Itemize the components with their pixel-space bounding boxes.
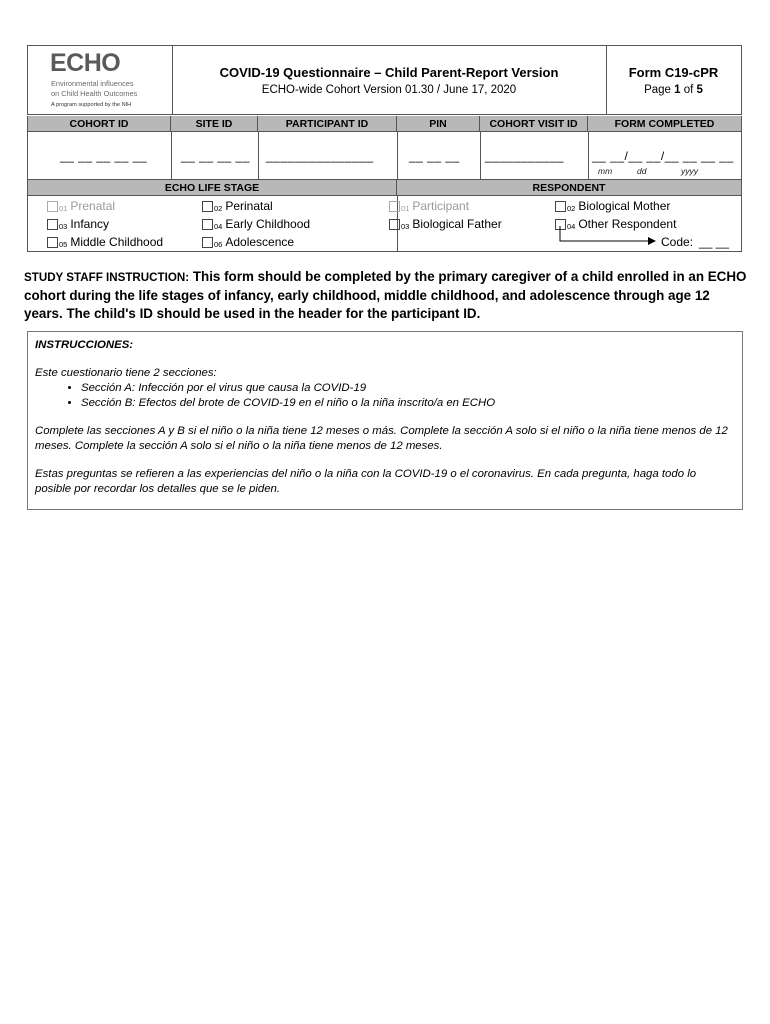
option-number: 03 [59, 221, 68, 231]
date-hint-mm: mm [598, 166, 613, 176]
code-field[interactable]: __ __ [699, 235, 730, 249]
checkbox[interactable] [47, 219, 58, 230]
list-item: • Sección B: Efectos del brote de COVID-19 en el niño o la niña inscrito/a en ECHO [81, 396, 735, 411]
option-number: 02 [214, 203, 223, 213]
cohort-visit-id-field[interactable]: ___________ [485, 149, 564, 163]
instrucciones-paragraph-2: Estas preguntas se refieren a las experiencias del niño o la niña con la COVID-19 o el coronavirus. En cada pregunta, haga todo lo posible por recordar los detalles que se le piden. [35, 468, 697, 495]
respondent-option-participant[interactable] [389, 199, 469, 213]
col-header-pin: PIN [397, 116, 480, 132]
checkbox[interactable] [47, 237, 58, 248]
option-number: 01 [401, 203, 410, 213]
list-item: • Sección A: Infección por el virus que causa la COVID-19 [81, 381, 735, 396]
checkbox[interactable] [202, 201, 213, 212]
logo-tagline-line2: on Child Health Outcomes [51, 89, 138, 98]
option-number: 03 [401, 221, 410, 231]
checkbox[interactable] [555, 201, 566, 212]
date-hint-dd: dd [637, 166, 647, 176]
col-header-site-id: SITE ID [171, 116, 258, 132]
page-number: 1 [674, 84, 681, 96]
instrucciones-intro: Este cuestionario tiene 2 secciones: [35, 366, 217, 379]
site-id-field[interactable]: __ __ __ __ [181, 149, 250, 163]
form-title: COVID-19 Questionnaire – Child Parent-Report Version [219, 65, 559, 80]
form-id-block [606, 46, 741, 114]
option-number: 01 [59, 203, 68, 213]
option-label: Infancy [70, 217, 110, 231]
logo-tagline-line1: Environmental influences [51, 79, 134, 88]
staff-instruction [24, 268, 749, 323]
other-respondent-code [661, 235, 729, 249]
form-title-block [172, 46, 607, 114]
instrucciones-paragraph-1: Complete las secciones A y B si el niño o la niña tiene 12 meses o más. Complete la sección A solo si el niño o la niña tiene menos de 12 meses. Complete la sección A solo si el niño o la niña tiene menos de 12 meses. [35, 425, 728, 452]
option-number: 04 [214, 221, 223, 231]
option-label: Biological Father [412, 217, 502, 231]
checkbox[interactable] [389, 219, 400, 230]
option-number: 02 [567, 203, 576, 213]
option-label: Perinatal [225, 199, 273, 213]
checkbox[interactable] [389, 201, 400, 212]
logo-wordmark: ECHO [50, 49, 121, 77]
col-header-form-completed: FORM COMPLETED [588, 116, 741, 132]
cohort-id-field[interactable]: __ __ __ __ __ [60, 149, 148, 163]
option-number: 06 [214, 239, 223, 249]
form-id: Form C19-cPR [628, 65, 719, 80]
respondent-header: RESPONDENT [397, 180, 741, 196]
option-label: Participant [412, 199, 470, 213]
instrucciones-sections-list [35, 381, 735, 410]
option-label: Prenatal [70, 199, 116, 213]
instrucciones-box [27, 331, 743, 510]
page-indicator [606, 84, 741, 96]
col-header-cohort-visit-id: COHORT VISIT ID [480, 116, 588, 132]
respondent-option-biological-mother[interactable] [555, 199, 670, 213]
checkbox[interactable] [202, 237, 213, 248]
form-completed-date-field[interactable]: __ __/__ __/__ __ __ __ [592, 149, 734, 163]
pin-field[interactable]: __ __ __ [409, 149, 460, 163]
life-stage-option-prenatal[interactable] [47, 199, 115, 213]
col-header-participant-id: PARTICIPANT ID [258, 116, 397, 132]
page-total: 5 [696, 84, 703, 96]
echo-logo [28, 46, 173, 114]
checkbox[interactable] [47, 201, 58, 212]
option-label: Adolescence [225, 235, 295, 249]
page-of: of [683, 84, 694, 96]
life-stage-option-early-childhood[interactable] [202, 217, 310, 231]
option-label: Other Respondent [578, 217, 677, 231]
option-label: Middle Childhood [70, 235, 164, 249]
option-number: 04 [567, 221, 576, 231]
life-stage-option-middle-childhood[interactable] [47, 235, 163, 249]
page-label: Page [644, 84, 671, 96]
life-stage-header: ECHO LIFE STAGE [28, 180, 397, 196]
staff-instruction-lead: STUDY STAFF INSTRUCTION: [24, 271, 190, 284]
life-stage-option-infancy[interactable] [47, 217, 109, 231]
arrow-right-icon [555, 226, 665, 246]
logo-nih-line: A program supported by the NIH [51, 102, 132, 108]
option-number: 05 [59, 239, 68, 249]
date-hint-yyyy: yyyy [681, 166, 698, 176]
life-stage-option-perinatal[interactable] [202, 199, 273, 213]
checkbox[interactable] [202, 219, 213, 230]
col-header-cohort-id: COHORT ID [28, 116, 171, 132]
participant-id-field[interactable]: _______________ [266, 149, 374, 163]
instrucciones-heading: INSTRUCCIONES: [35, 339, 134, 351]
option-label: Early Childhood [225, 217, 311, 231]
logo-tagline [51, 79, 137, 99]
code-label: Code: [661, 235, 694, 249]
respondent-option-biological-father[interactable] [389, 217, 502, 231]
form-subtitle: ECHO-wide Cohort Version 01.30 / June 17, 2020 [261, 84, 517, 96]
life-stage-option-adolescence[interactable] [202, 235, 294, 249]
option-label: Biological Mother [578, 199, 671, 213]
id-grid [27, 116, 742, 252]
staff-instruction-text: This form should be completed by the primary caregiver of a child enrolled in an ECHO cohort during the life stages of infancy, early childhood, middle childhood, and adolescence through age 12 years. The child's ID should be used in the header for the participant ID. [24, 269, 747, 321]
form-header [27, 45, 742, 115]
